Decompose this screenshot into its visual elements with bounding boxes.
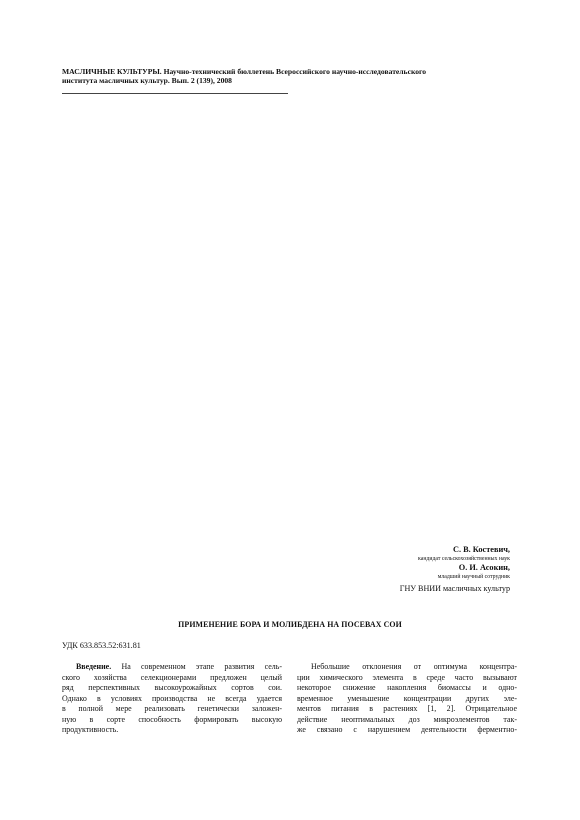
body-line: Небольшие отклонения от оптимума концентра- <box>311 662 517 671</box>
author-name-1: С. В. Костевич, <box>452 545 510 554</box>
body-line: некоторое снижение накопления биомассы и одно- <box>297 683 517 693</box>
header-divider <box>62 93 288 94</box>
journal-header-line-2: института масличных культур. Вып. 2 (139), 2008 <box>62 76 232 86</box>
author-block <box>400 545 510 594</box>
body-line: ского хозяйства селекционерами предложен целый <box>62 672 282 682</box>
author-role-2: младший научный сотрудник <box>437 574 510 580</box>
right-column <box>297 662 517 736</box>
body-line: ряд перспективных высокоурожайных сортов сои. <box>62 683 282 693</box>
body-line: ции химического элемента в среде часто вызывают <box>297 672 517 682</box>
author-name-2: О. И. Асокин, <box>458 563 510 572</box>
body-line: действие неоптимальных доз микроэлементов так- <box>297 714 517 724</box>
author-role-1: кандидат сельскохозяйственных наук <box>418 556 510 562</box>
journal-header-line-1: МАСЛИЧНЫЕ КУЛЬТУРЫ. Научно-технический бюллетень Всероссийского научно-исследовательского <box>62 67 427 76</box>
institution: ГНУ ВНИИ масличных культур <box>399 584 510 593</box>
body-line: в полной мере реализовать генетически заложен- <box>62 704 282 714</box>
article-title: ПРИМЕНЕНИЕ БОРА И МОЛИБДЕНА НА ПОСЕВАХ СОИ <box>178 620 402 629</box>
left-column <box>62 662 282 736</box>
body-line: временное уменьшение концентрации других эле- <box>297 693 517 703</box>
intro-label: Введение. <box>76 662 112 671</box>
body-line-text: На современном этапе развития сель- <box>111 662 282 671</box>
body-line: продуктивность. <box>62 725 119 735</box>
body-line: же связано с нарушением деятельности ферментно- <box>297 725 517 735</box>
journal-header <box>62 67 532 85</box>
body-line: ную в сорте способность формировать высокую <box>62 714 282 724</box>
body-line: Однако в условиях производства не всегда удается <box>62 693 282 703</box>
udk-code: УДК 633.853.52:631.81 <box>62 641 141 650</box>
body-line <box>62 662 282 673</box>
body-line: ментов питания в растениях [1, 2]. Отрицательное <box>297 704 517 714</box>
